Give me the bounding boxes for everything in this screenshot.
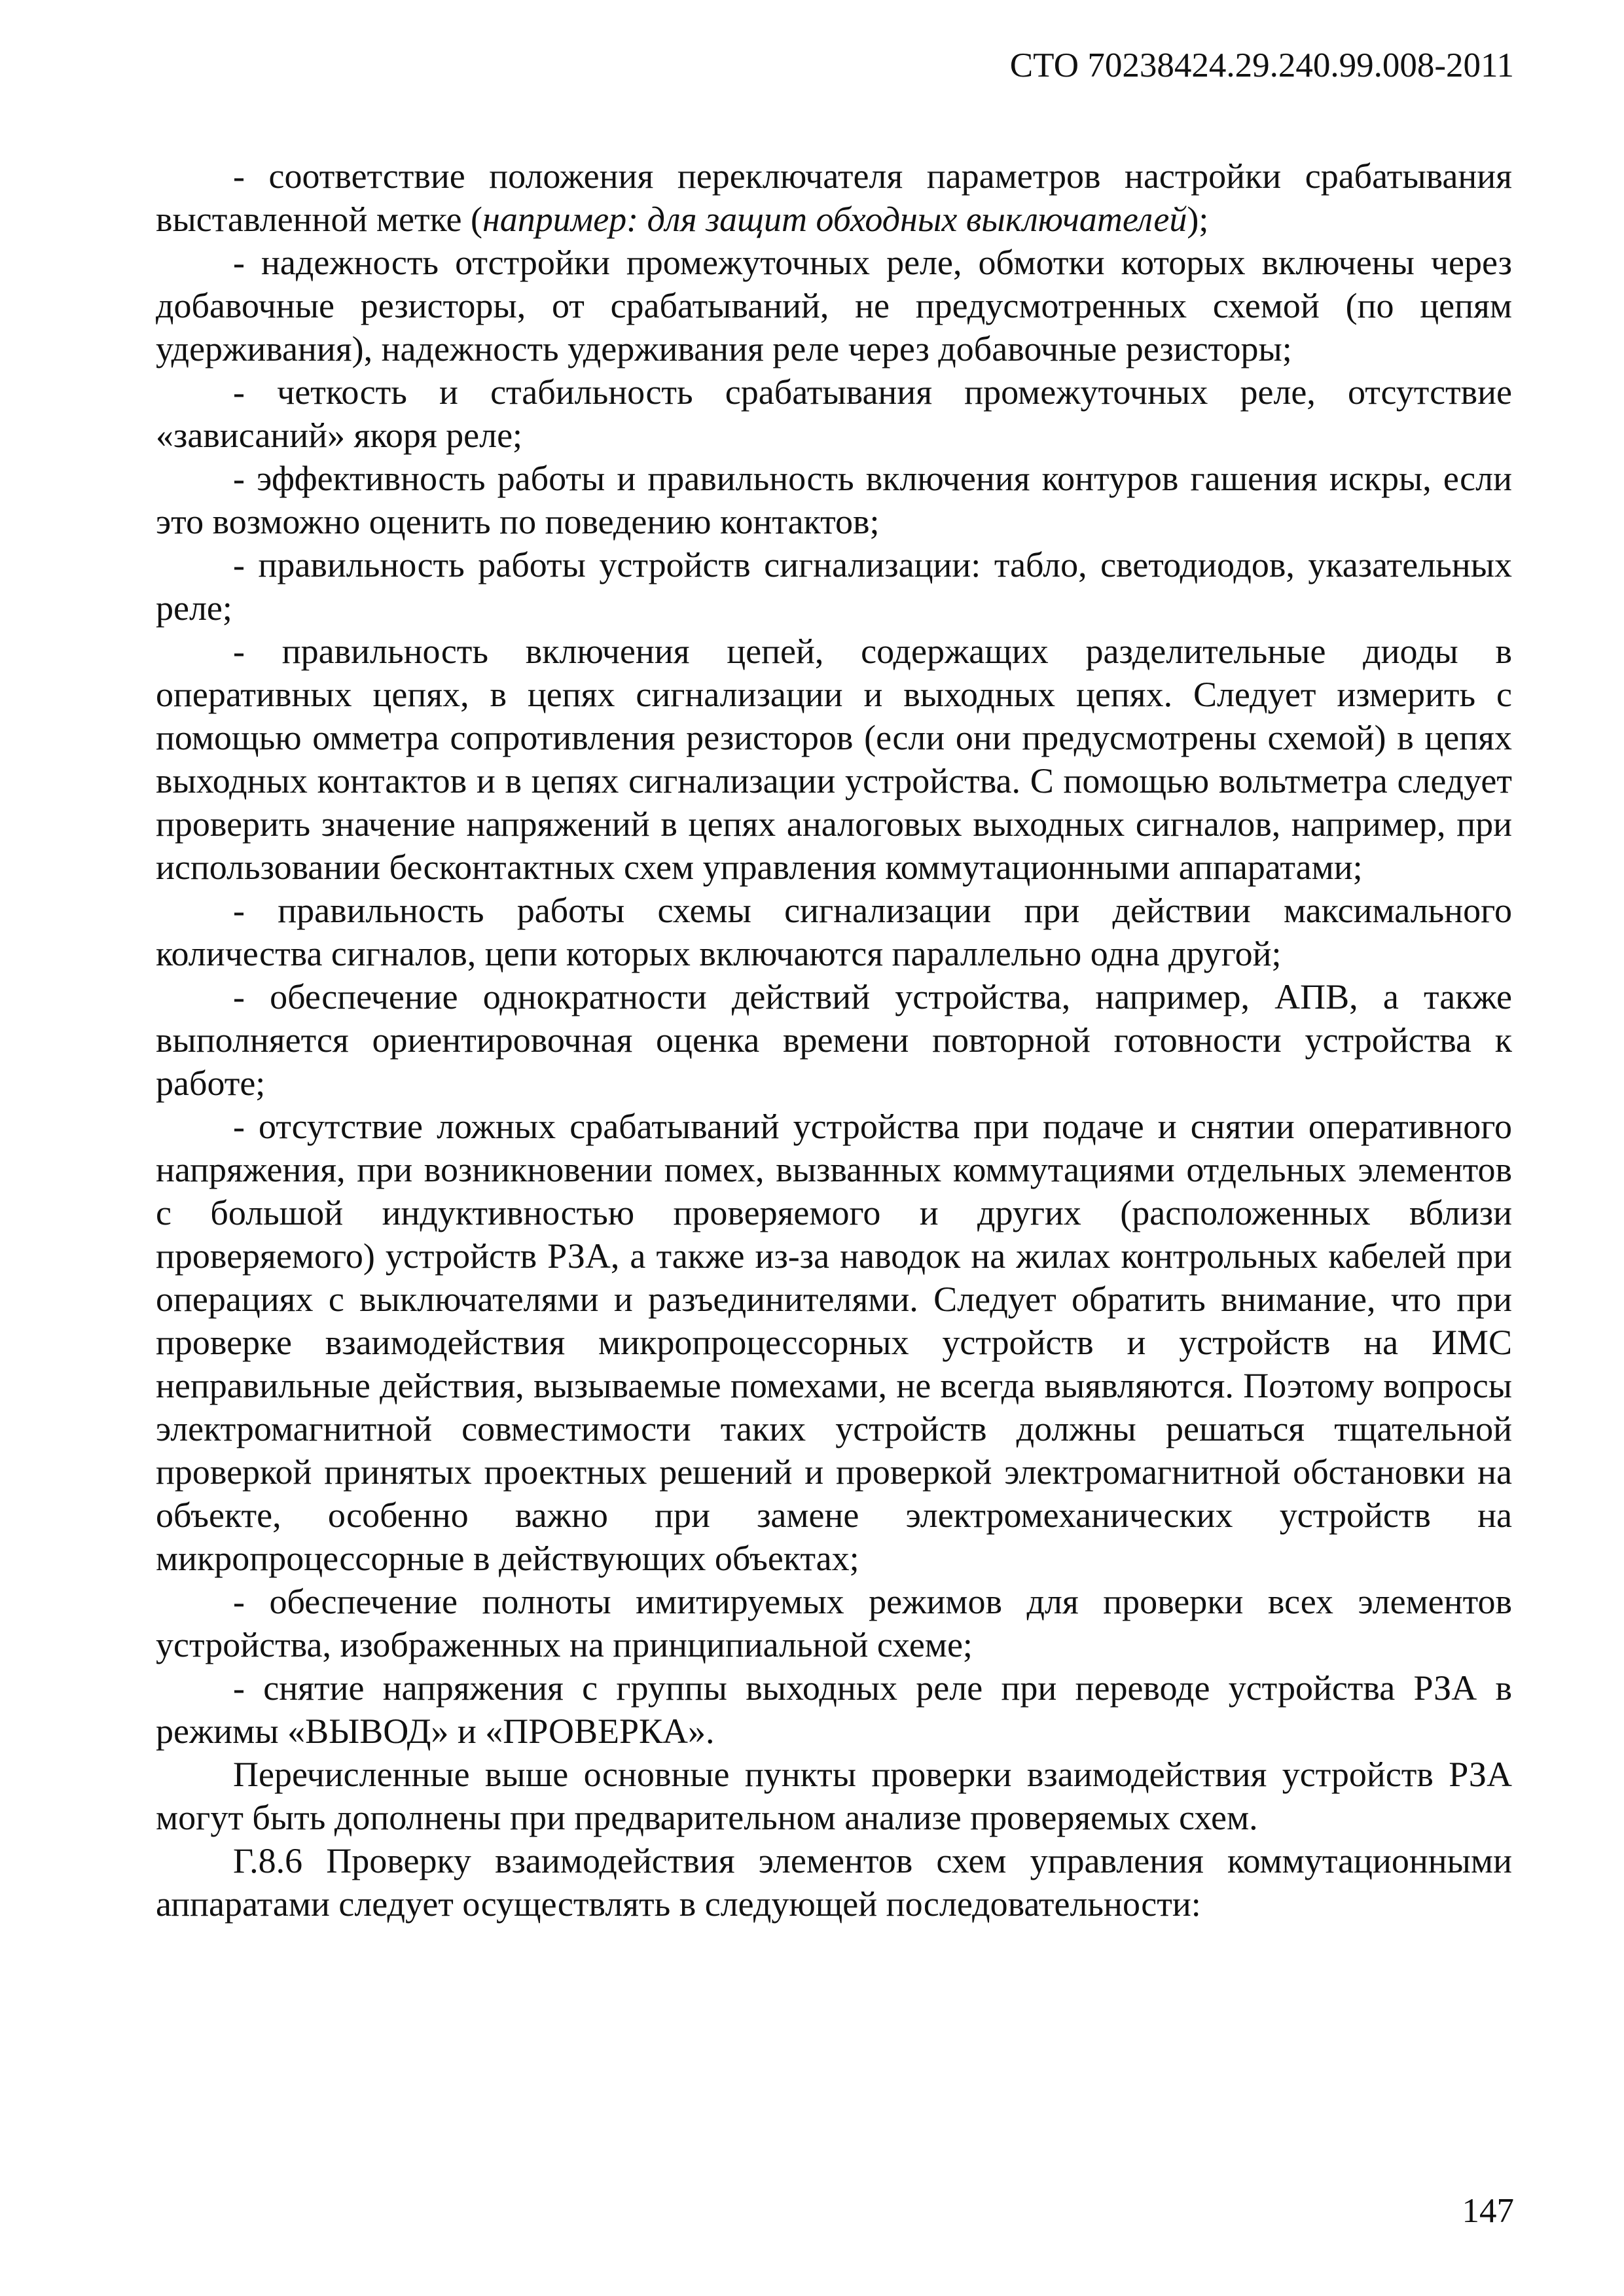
paragraph-output-relays: - снятие напряжения с группы выходных реле при переводе устройства РЗА в режимы «ВЫВОД» и «ПРОВЕРКА». [156,1668,1512,1751]
paragraph-relay-detuning: - надежность отстройки промежуточных реле, обмотки которых включены через добавочные резисторы, от срабатываний, не предусмотренных схемой (по цепям удерживания), надежность удерживания реле через добавочные резисторы; [156,243,1512,368]
paragraph-relay-stability: - четкость и стабильность срабатывания промежуточных реле, отсутствие «зависаний» якоря реле; [156,372,1512,455]
paragraph-signaling-devices: - правильность работы устройств сигнализации: табло, светодиодов, указательных реле; [156,545,1512,628]
page-body [156,154,1512,1926]
paragraph-diode-circuits: - правильность включения цепей, содержащих разделительные диоды в оперативных цепях, в цепях сигнализации и выходных цепях. Следует измерить с помощью омметра сопротивления резисторов (если они предусмотрены схемой) в цепях выходных контактов и в цепях сигнализации устройства. С помощью вольтметра следует проверить значение напряжений в цепях аналоговых выходных сигналов, например, при использовании бесконтактных схем управления коммутационными аппаратами; [156,632,1512,887]
paragraph-section-g86: Г.8.6 Проверку взаимодействия элементов схем управления коммутационными аппаратами следует осуществлять в следующей последовательности: [156,1841,1512,1924]
document-code-header: СТО 70238424.29.240.99.008-2011 [1009,46,1514,84]
page-number: 147 [1462,2192,1514,2230]
paragraph-italic-example: например: для защит обходных выключателей [482,200,1187,239]
paragraph-switch-position [156,154,1512,241]
paragraph-text-end: ); [1187,200,1209,239]
paragraph-simulated-modes: - обеспечение полноты имитируемых режимов для проверки всех элементов устройства, изображенных на принципиальной схеме; [156,1582,1512,1664]
paragraph-max-signals: - правильность работы схемы сигнализации при действии максимального количества сигналов, цепи которых включаются параллельно одна другой; [156,891,1512,973]
paragraph-text: - соответствие положения переключателя параметров настройки срабатывания выставленной метке ( [156,156,1512,239]
paragraph-false-operation: - отсутствие ложных срабатываний устройства при подаче и снятии оперативного напряжения, при возникновении помех, вызванных коммутациями отдельных элементов с большой индуктивностью проверяемого и других (расположенных вблизи проверяемого) устройств РЗА, а также из-за наводок на жилах контрольных кабелей при операциях с выключателями и разъединителями. Следует обратить внимание, что при проверке взаимодействия микропроцессорных устройств и устройств на ИМС неправильные действия, вызываемые помехами, не всегда выявляются. Поэтому вопросы электромагнитной совместимости таких устройств должны решаться тщательной проверкой принятых проектных решений и проверкой электромагнитной обстановки на объекте, особенно важно при замене электромеханических устройств на микропроцессорные в действующих объектах; [156,1107,1512,1578]
paragraph-summary: Перечисленные выше основные пункты проверки взаимодействия устройств РЗА могут быть дополнены при предварительном анализе проверяемых схем. [156,1755,1512,1837]
paragraph-spark-suppression: - эффективность работы и правильность включения контуров гашения искры, если это возможно оценить по поведению контактов; [156,459,1512,541]
paragraph-single-action: - обеспечение однократности действий устройства, например, АПВ, а также выполняется ориентировочная оценка времени повторной готовности устройства к работе; [156,977,1512,1103]
